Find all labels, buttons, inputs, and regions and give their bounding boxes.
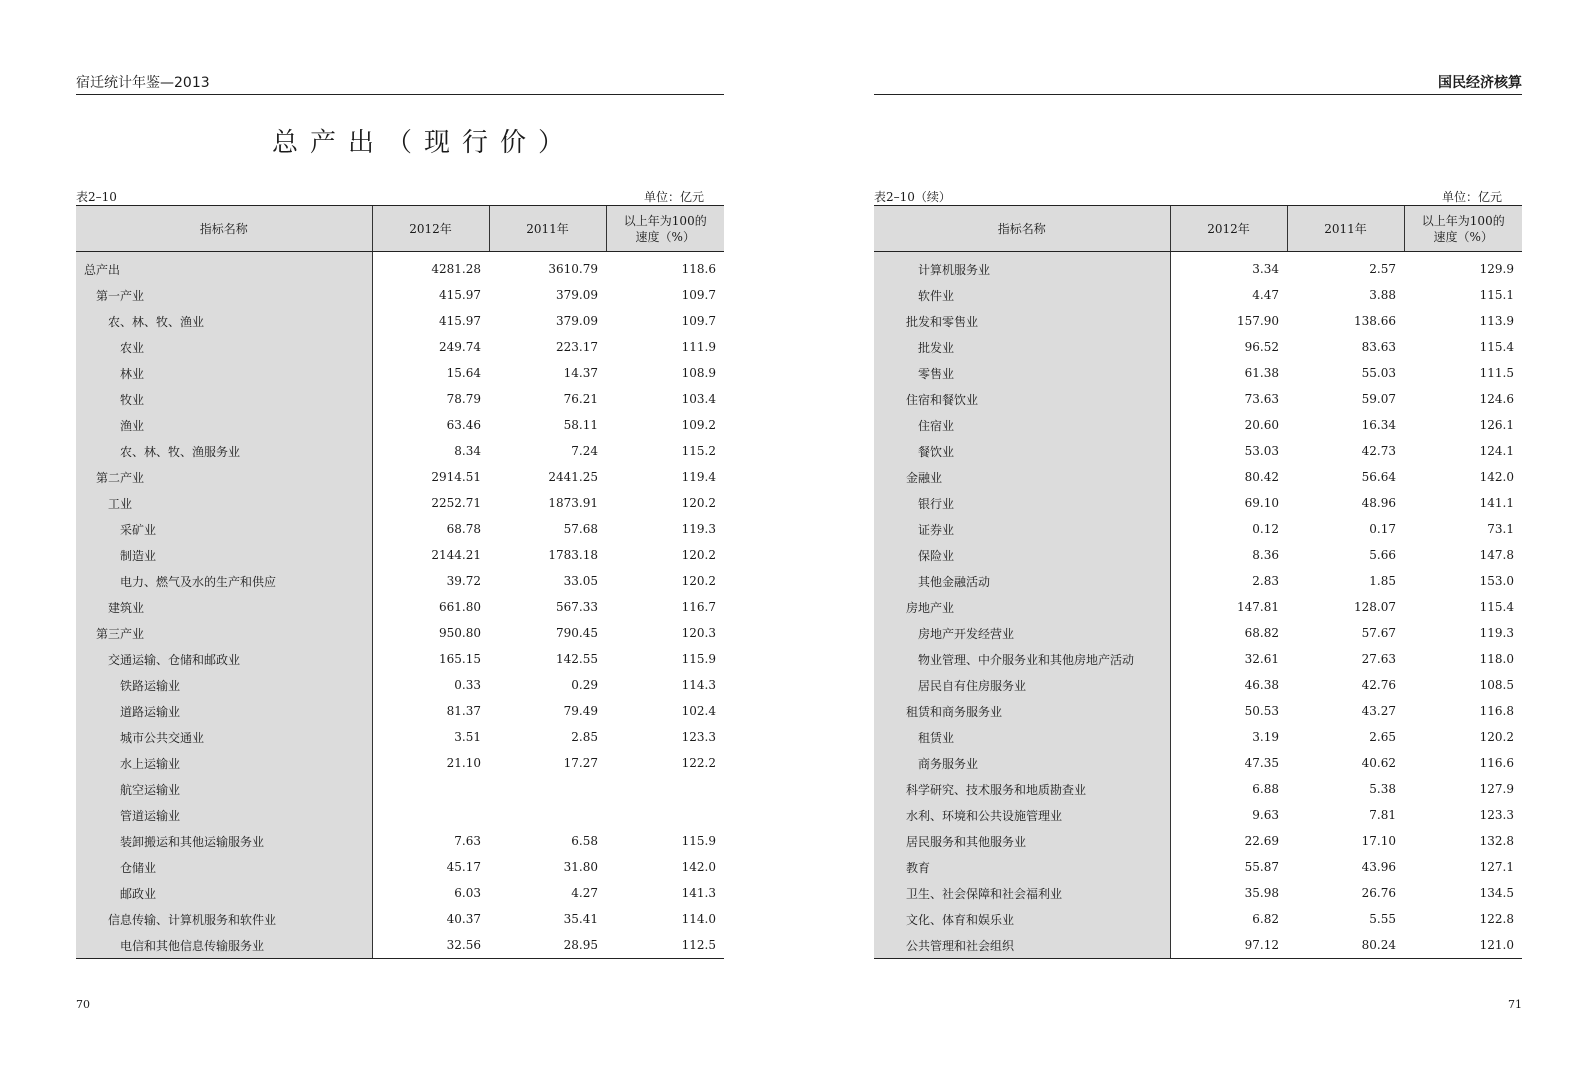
table-row: [874, 334, 1522, 360]
row-speed-value: 118.0: [1479, 652, 1514, 666]
row-name-cell: 航空运输业: [76, 776, 372, 802]
row-2012-value: 68.78: [446, 522, 481, 536]
row-name-cell: 商务服务业: [874, 750, 1170, 776]
row-2012-value: 39.72: [446, 574, 481, 588]
row-speed-value: 120.2: [1479, 730, 1514, 744]
table-row: [76, 334, 724, 360]
row-speed-value: 109.7: [681, 314, 716, 328]
row-name-cell: 金融业: [874, 464, 1170, 490]
table-row: [874, 776, 1522, 802]
header-speed-line1: 以上年为100的: [1421, 213, 1505, 228]
row-2012-value: 249.74: [439, 340, 481, 354]
table-number: 表2–10: [76, 190, 117, 204]
table-row: [76, 906, 724, 932]
row-2012-value: 63.46: [446, 418, 481, 432]
table-header-row: [76, 206, 724, 252]
unit-label: 单位：亿元: [1441, 190, 1502, 204]
row-2011-value: 142.55: [556, 652, 598, 666]
row-name-cell: 软件业: [874, 282, 1170, 308]
row-name-cell: 教育: [874, 854, 1170, 880]
row-2011-value: 3.88: [1369, 288, 1396, 302]
row-speed-value: 113.9: [1479, 314, 1514, 328]
row-2011-value: 1.85: [1369, 574, 1396, 588]
row-2011-value: 43.96: [1361, 860, 1396, 874]
row-2011-value: 2441.25: [548, 470, 598, 484]
table-number: 表2–10（续）: [874, 190, 951, 204]
row-2012-value: 97.12: [1170, 932, 1287, 959]
row-speed-value: 120.3: [681, 626, 716, 640]
table-row: [76, 252, 724, 283]
table-row: [76, 594, 724, 620]
row-speed-value: 108.9: [681, 366, 716, 380]
row-2012-value: 15.64: [446, 366, 481, 380]
row-speed-value: 115.2: [681, 444, 716, 458]
table-row: [874, 252, 1522, 283]
row-name-cell: 总产出: [76, 252, 372, 283]
row-name-cell: 居民服务和其他服务业: [874, 828, 1170, 854]
row-name-cell: 道路运输业: [76, 698, 372, 724]
row-2012-value: 8.34: [454, 444, 481, 458]
table-row: [874, 438, 1522, 464]
row-2011-value: 5.66: [1369, 548, 1396, 562]
row-speed-value: 108.5: [1479, 678, 1514, 692]
table-row: [874, 594, 1522, 620]
row-name-cell: 电信和其他信息传输服务业: [76, 932, 372, 959]
row-2011-value: 83.63: [1361, 340, 1396, 354]
table-row: [874, 646, 1522, 672]
row-name-cell: 采矿业: [76, 516, 372, 542]
row-2011-value: 2.57: [1369, 262, 1396, 276]
row-2011-value: 379.09: [556, 314, 598, 328]
table-row: [76, 776, 724, 802]
row-2011-value: 26.76: [1361, 886, 1396, 900]
right-page: [874, 0, 1522, 1077]
row-2011-value: 7.24: [571, 444, 598, 458]
row-2012-value: 4281.28: [431, 262, 481, 276]
output-table-right: [874, 205, 1522, 959]
row-2012-value: 9.63: [1252, 808, 1279, 822]
row-speed-value: 111.9: [681, 340, 716, 354]
row-name-cell: 文化、体育和娱乐业: [874, 906, 1170, 932]
row-name-cell: 制造业: [76, 542, 372, 568]
table-row: [76, 854, 724, 880]
row-speed-value: 119.3: [681, 522, 716, 536]
row-2011-value: 16.34: [1361, 418, 1396, 432]
row-speed-value: 123.3: [1479, 808, 1514, 822]
row-speed-value: 120.2: [681, 574, 716, 588]
row-2011-value: 80.24: [1287, 932, 1404, 959]
row-2011-value: 3610.79: [548, 262, 598, 276]
row-2012-value: 950.80: [439, 626, 481, 640]
table-row: [874, 308, 1522, 334]
row-2012-value: 46.38: [1244, 678, 1279, 692]
row-name-cell: 电力、燃气及水的生产和供应: [76, 568, 372, 594]
header-indicator-name: 指标名称: [76, 206, 372, 252]
row-2012-value: 0.33: [454, 678, 481, 692]
row-speed-value: 120.2: [681, 548, 716, 562]
row-2011-value: 17.27: [563, 756, 598, 770]
header-speed-line2: 速度（%）: [1433, 229, 1493, 244]
row-speed-value: 116.6: [1479, 756, 1514, 770]
row-2011-value: 2.85: [571, 730, 598, 744]
header-2011: 2011年: [489, 206, 606, 252]
row-2011-value: 28.95: [489, 932, 606, 959]
row-2012-value: 415.97: [439, 288, 481, 302]
row-speed-value: 122.8: [1479, 912, 1514, 926]
row-2011-value: 40.62: [1361, 756, 1396, 770]
row-2011-value: 35.41: [563, 912, 598, 926]
row-name-cell: 装卸搬运和其他运输服务业: [76, 828, 372, 854]
row-name-cell: 租赁业: [874, 724, 1170, 750]
row-name-cell: 保险业: [874, 542, 1170, 568]
row-speed-value: 127.9: [1479, 782, 1514, 796]
row-speed-value: [606, 802, 724, 828]
row-name-cell: 租赁和商务服务业: [874, 698, 1170, 724]
page-title: 总产出（现行价）: [272, 128, 577, 158]
row-name-cell: 仓储业: [76, 854, 372, 880]
row-2011-value: 76.21: [563, 392, 598, 406]
row-name-cell: 农、林、牧、渔服务业: [76, 438, 372, 464]
table-row: [874, 906, 1522, 932]
row-speed-value: 142.0: [681, 860, 716, 874]
row-2011-value: 17.10: [1361, 834, 1396, 848]
table-row: [76, 438, 724, 464]
row-2012-value: 157.90: [1237, 314, 1279, 328]
table-row: [874, 932, 1522, 959]
header-speed-line1: 以上年为100的: [623, 213, 707, 228]
table-row: [874, 880, 1522, 906]
row-2012-value: 8.36: [1252, 548, 1279, 562]
row-speed-value: 109.2: [681, 418, 716, 432]
table-row: [76, 750, 724, 776]
row-2011-value: 0.29: [571, 678, 598, 692]
row-2011-value: 1783.18: [548, 548, 598, 562]
row-name-cell: 物业管理、中介服务业和其他房地产活动: [874, 646, 1170, 672]
row-2012-value: 81.37: [446, 704, 481, 718]
row-speed-value: 129.9: [1479, 262, 1514, 276]
header-2011: 2011年: [1287, 206, 1404, 252]
table-row: [874, 724, 1522, 750]
row-speed-value: 115.4: [1479, 600, 1514, 614]
row-2011-value: [489, 802, 606, 828]
row-2012-value: 96.52: [1244, 340, 1279, 354]
row-name-cell: 住宿业: [874, 412, 1170, 438]
row-2012-value: 6.88: [1252, 782, 1279, 796]
table-row: [76, 724, 724, 750]
row-name-cell: 居民自有住房服务业: [874, 672, 1170, 698]
header-indicator-name: 指标名称: [874, 206, 1170, 252]
row-speed-value: 123.3: [681, 730, 716, 744]
row-2012-value: 40.37: [446, 912, 481, 926]
running-head-right: 国民经济核算: [874, 74, 1522, 95]
row-name-cell: 房地产业: [874, 594, 1170, 620]
table-row: [76, 932, 724, 959]
page-number: 71: [1508, 998, 1522, 1011]
row-2011-value: 223.17: [556, 340, 598, 354]
row-2012-value: 147.81: [1237, 600, 1279, 614]
row-name-cell: 第二产业: [76, 464, 372, 490]
row-2011-value: 59.07: [1361, 392, 1396, 406]
row-speed-value: 142.0: [1479, 470, 1514, 484]
row-2011-value: 56.64: [1361, 470, 1396, 484]
running-head-left: 宿迁统计年鉴—2013: [76, 74, 724, 95]
row-name-cell: 城市公共交通业: [76, 724, 372, 750]
row-2012-value: 45.17: [446, 860, 481, 874]
row-2011-value: 33.05: [563, 574, 598, 588]
header-speed-line2: 速度（%）: [635, 229, 695, 244]
row-2012-value: 4.47: [1252, 288, 1279, 302]
table-row: [874, 672, 1522, 698]
table-row: [76, 880, 724, 906]
row-speed-value: 124.1: [1479, 444, 1514, 458]
row-speed-value: 126.1: [1479, 418, 1514, 432]
row-name-cell: 渔业: [76, 412, 372, 438]
row-name-cell: 第三产业: [76, 620, 372, 646]
row-name-cell: 批发和零售业: [874, 308, 1170, 334]
row-2011-value: 790.45: [556, 626, 598, 640]
row-speed-value: 102.4: [681, 704, 716, 718]
table-row: [76, 282, 724, 308]
output-table-left: [76, 205, 724, 959]
table-row: [874, 464, 1522, 490]
table-body-left: [76, 252, 724, 959]
row-speed-value: 119.3: [1479, 626, 1514, 640]
row-2012-value: 32.61: [1244, 652, 1279, 666]
row-speed-value: 141.3: [681, 886, 716, 900]
row-2012-value: [372, 802, 489, 828]
row-2012-value: 415.97: [439, 314, 481, 328]
row-speed-value: 124.6: [1479, 392, 1514, 406]
row-name-cell: 房地产开发经营业: [874, 620, 1170, 646]
header-2012: 2012年: [372, 206, 489, 252]
row-name-cell: 水利、环境和公共设施管理业: [874, 802, 1170, 828]
row-speed-value: 127.1: [1479, 860, 1514, 874]
row-2011-value: 57.68: [563, 522, 598, 536]
row-2011-value: 57.67: [1361, 626, 1396, 640]
row-2012-value: 21.10: [446, 756, 481, 770]
row-2011-value: 31.80: [563, 860, 598, 874]
row-2011-value: 43.27: [1361, 704, 1396, 718]
row-speed-value: 153.0: [1479, 574, 1514, 588]
table-row: [76, 386, 724, 412]
row-2011-value: 27.63: [1361, 652, 1396, 666]
table-row: [76, 802, 724, 828]
row-2012-value: 69.10: [1244, 496, 1279, 510]
row-2012-value: 47.35: [1244, 756, 1279, 770]
row-2012-value: 22.69: [1244, 834, 1279, 848]
row-speed-value: 116.8: [1479, 704, 1514, 718]
row-name-cell: 餐饮业: [874, 438, 1170, 464]
table-row: [874, 828, 1522, 854]
row-name-cell: 卫生、社会保障和社会福利业: [874, 880, 1170, 906]
row-2012-value: 661.80: [439, 600, 481, 614]
table-row: [874, 620, 1522, 646]
row-speed-value: 120.2: [681, 496, 716, 510]
table-row: [76, 672, 724, 698]
row-name-cell: 批发业: [874, 334, 1170, 360]
row-2012-value: 53.03: [1244, 444, 1279, 458]
row-speed-value: 116.7: [681, 600, 716, 614]
table-row: [874, 516, 1522, 542]
table-row: [874, 542, 1522, 568]
row-2012-value: 2252.71: [431, 496, 481, 510]
row-2012-value: 6.82: [1252, 912, 1279, 926]
row-name-cell: 林业: [76, 360, 372, 386]
row-2011-value: 5.55: [1369, 912, 1396, 926]
table-row: [76, 620, 724, 646]
row-speed-value: 147.8: [1479, 548, 1514, 562]
row-2011-value: 79.49: [563, 704, 598, 718]
page-number: 70: [76, 998, 90, 1011]
row-name-cell: 工业: [76, 490, 372, 516]
left-page: [76, 0, 724, 1077]
table-row: [76, 828, 724, 854]
row-2012-value: 68.82: [1244, 626, 1279, 640]
row-2012-value: 61.38: [1244, 366, 1279, 380]
row-2012-value: 35.98: [1244, 886, 1279, 900]
row-speed-value: 118.6: [681, 262, 716, 276]
table-row: [76, 308, 724, 334]
row-2011-value: 567.33: [556, 600, 598, 614]
row-2012-value: 50.53: [1244, 704, 1279, 718]
table-row: [76, 464, 724, 490]
row-2011-value: 7.81: [1369, 808, 1396, 822]
row-name-cell: 建筑业: [76, 594, 372, 620]
row-2011-value: 2.65: [1369, 730, 1396, 744]
table-header-row: [874, 206, 1522, 252]
row-speed-value: 114.0: [681, 912, 716, 926]
row-2012-value: 6.03: [454, 886, 481, 900]
row-2012-value: 2914.51: [431, 470, 481, 484]
row-name-cell: 邮政业: [76, 880, 372, 906]
table-row: [874, 750, 1522, 776]
row-2012-value: 20.60: [1244, 418, 1279, 432]
row-2012-value: 3.51: [454, 730, 481, 744]
row-name-cell: 其他金融活动: [874, 568, 1170, 594]
row-2011-value: [489, 776, 606, 802]
row-2011-value: 0.17: [1369, 522, 1396, 536]
row-speed-value: 115.1: [1479, 288, 1514, 302]
row-name-cell: 计算机服务业: [874, 252, 1170, 283]
table-row: [76, 568, 724, 594]
row-name-cell: 铁路运输业: [76, 672, 372, 698]
table-row: [76, 516, 724, 542]
table-row: [874, 698, 1522, 724]
row-2011-value: 1873.91: [548, 496, 598, 510]
row-name-cell: 银行业: [874, 490, 1170, 516]
row-speed-value: 115.4: [1479, 340, 1514, 354]
row-speed-value: 103.4: [681, 392, 716, 406]
row-2011-value: 42.76: [1361, 678, 1396, 692]
row-2012-value: 80.42: [1244, 470, 1279, 484]
row-2011-value: 58.11: [563, 418, 598, 432]
row-2012-value: 2144.21: [431, 548, 481, 562]
row-2012-value: 32.56: [372, 932, 489, 959]
row-name-cell: 交通运输、仓储和邮政业: [76, 646, 372, 672]
table-row: [874, 386, 1522, 412]
row-2012-value: 165.15: [439, 652, 481, 666]
row-speed-value: 109.7: [681, 288, 716, 302]
row-2011-value: 128.07: [1354, 600, 1396, 614]
row-2012-value: 73.63: [1244, 392, 1279, 406]
table-row: [874, 412, 1522, 438]
unit-label: 单位：亿元: [643, 190, 704, 204]
row-name-cell: 证券业: [874, 516, 1170, 542]
table-row: [874, 360, 1522, 386]
row-2011-value: 48.96: [1361, 496, 1396, 510]
row-2012-value: 0.12: [1252, 522, 1279, 536]
header-speed: [1404, 206, 1522, 252]
row-2012-value: 3.19: [1252, 730, 1279, 744]
row-speed-value: 115.9: [681, 834, 716, 848]
header-2012: 2012年: [1170, 206, 1287, 252]
row-2011-value: 5.38: [1369, 782, 1396, 796]
row-name-cell: 牧业: [76, 386, 372, 412]
table-row: [76, 698, 724, 724]
table-row: [874, 568, 1522, 594]
row-2011-value: 55.03: [1361, 366, 1396, 380]
row-2011-value: 6.58: [571, 834, 598, 848]
row-name-cell: 科学研究、技术服务和地质勘查业: [874, 776, 1170, 802]
row-2011-value: 379.09: [556, 288, 598, 302]
row-name-cell: 零售业: [874, 360, 1170, 386]
header-speed: [606, 206, 724, 252]
table-row: [76, 646, 724, 672]
table-row: [874, 490, 1522, 516]
row-speed-value: 141.1: [1479, 496, 1514, 510]
row-speed-value: 122.2: [681, 756, 716, 770]
row-2011-value: 14.37: [563, 366, 598, 380]
table-body-right: [874, 252, 1522, 959]
row-2012-value: [372, 776, 489, 802]
row-speed-value: 115.9: [681, 652, 716, 666]
table-row: [874, 282, 1522, 308]
row-2012-value: 7.63: [454, 834, 481, 848]
row-2011-value: 138.66: [1354, 314, 1396, 328]
row-speed-value: 121.0: [1404, 932, 1522, 959]
row-name-cell: 管道运输业: [76, 802, 372, 828]
table-row: [874, 802, 1522, 828]
row-name-cell: 农、林、牧、渔业: [76, 308, 372, 334]
table-row: [76, 412, 724, 438]
row-2012-value: 78.79: [446, 392, 481, 406]
row-name-cell: 水上运输业: [76, 750, 372, 776]
row-name-cell: 第一产业: [76, 282, 372, 308]
row-2012-value: 2.83: [1252, 574, 1279, 588]
row-speed-value: 73.1: [1487, 522, 1514, 536]
table-row: [76, 490, 724, 516]
table-row: [874, 854, 1522, 880]
row-speed-value: 112.5: [606, 932, 724, 959]
table-row: [76, 542, 724, 568]
table-row: [76, 360, 724, 386]
row-name-cell: 公共管理和社会组织: [874, 932, 1170, 959]
row-2011-value: 4.27: [571, 886, 598, 900]
row-name-cell: 信息传输、计算机服务和软件业: [76, 906, 372, 932]
row-speed-value: [606, 776, 724, 802]
row-speed-value: 134.5: [1479, 886, 1514, 900]
row-2011-value: 42.73: [1361, 444, 1396, 458]
row-name-cell: 农业: [76, 334, 372, 360]
row-name-cell: 住宿和餐饮业: [874, 386, 1170, 412]
row-2012-value: 55.87: [1244, 860, 1279, 874]
row-speed-value: 119.4: [681, 470, 716, 484]
row-speed-value: 114.3: [681, 678, 716, 692]
row-speed-value: 132.8: [1479, 834, 1514, 848]
row-2012-value: 3.34: [1252, 262, 1279, 276]
row-speed-value: 111.5: [1479, 366, 1514, 380]
